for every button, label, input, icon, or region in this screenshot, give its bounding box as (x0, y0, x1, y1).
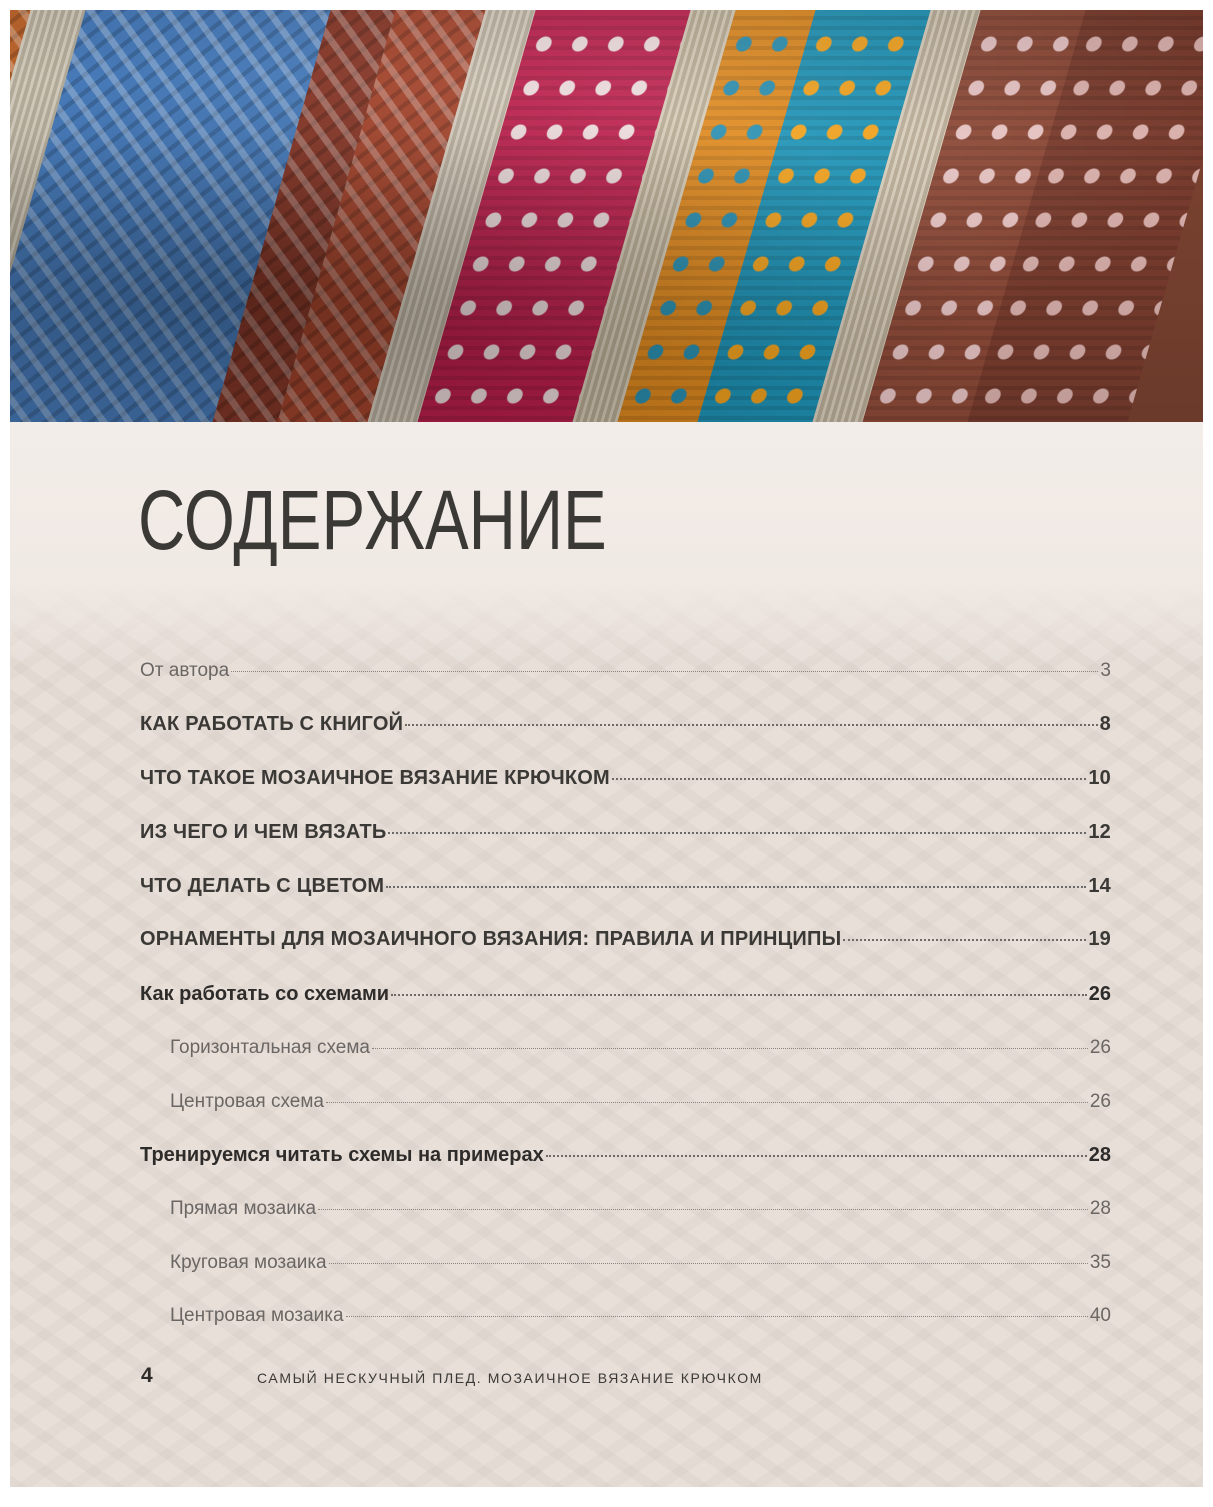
toc-dot-leader (612, 778, 1086, 780)
toc-page-number: 8 (1099, 713, 1111, 735)
page-title: СОДЕРЖАНИЕ (138, 473, 607, 567)
toc-page-number: 26 (1089, 1037, 1111, 1058)
toc-page-number: 26 (1088, 983, 1111, 1005)
toc-page-number: 28 (1088, 1144, 1111, 1166)
toc-entry[interactable] (170, 1091, 1111, 1113)
toc-entry-title: ОРНАМЕНТЫ ДЛЯ МОЗАИЧНОГО ВЯЗАНИЯ: ПРАВИЛА И ПРИНЦИПЫ (140, 928, 842, 950)
toc-entry-title: От автора (140, 660, 230, 681)
toc-entry[interactable] (170, 1198, 1111, 1220)
toc-entry-title: Круговая мозаика (170, 1252, 327, 1273)
toc-page-number: 28 (1089, 1198, 1111, 1219)
toc-dot-leader (546, 1155, 1087, 1157)
toc-page-number: 3 (1100, 660, 1111, 681)
toc-entry-title: КАК РАБОТАТЬ С КНИГОЙ (140, 713, 404, 735)
toc-dot-leader (346, 1316, 1088, 1317)
toc-dot-leader (386, 886, 1086, 888)
toc-entry-title: Прямая мозаика (170, 1198, 317, 1219)
toc-dot-leader (843, 939, 1086, 941)
toc-page-number: 12 (1088, 821, 1111, 843)
table-of-contents (10, 10, 1203, 1487)
toc-entry-title: Тренируемся читать схемы на примерах (140, 1144, 544, 1166)
toc-dot-leader (405, 724, 1098, 726)
toc-page-number: 40 (1089, 1305, 1111, 1326)
toc-page-number: 26 (1089, 1091, 1111, 1112)
toc-entry-title: Центровая схема (170, 1091, 324, 1112)
toc-entry[interactable] (140, 875, 1111, 898)
footer-book-title: САМЫЙ НЕСКУЧНЫЙ ПЛЕД. МОЗАИЧНОЕ ВЯЗАНИЕ КРЮЧКОМ (257, 1370, 763, 1386)
book-page (10, 10, 1203, 1487)
toc-entry[interactable] (140, 928, 1111, 951)
toc-page-number: 14 (1088, 875, 1111, 897)
footer-page-number: 4 (141, 1364, 153, 1387)
toc-entry[interactable] (170, 1305, 1111, 1327)
toc-entry[interactable] (140, 1144, 1111, 1167)
toc-entry[interactable] (140, 821, 1111, 844)
toc-entry[interactable] (140, 660, 1111, 682)
toc-dot-leader (388, 832, 1086, 834)
toc-entry-title: ЧТО ТАКОЕ МОЗАИЧНОЕ ВЯЗАНИЕ КРЮЧКОМ (140, 767, 610, 789)
toc-entry[interactable] (170, 1252, 1111, 1274)
toc-entry[interactable] (140, 983, 1111, 1006)
toc-entry[interactable] (140, 767, 1111, 790)
toc-entry[interactable] (140, 713, 1111, 736)
toc-dot-leader (326, 1102, 1088, 1103)
toc-page-number: 35 (1089, 1252, 1111, 1273)
toc-dot-leader (391, 994, 1087, 996)
toc-entry-title: ИЗ ЧЕГО И ЧЕМ ВЯЗАТЬ (140, 821, 387, 843)
toc-entry-title: ЧТО ДЕЛАТЬ С ЦВЕТОМ (140, 875, 385, 897)
toc-dot-leader (329, 1263, 1088, 1264)
toc-dot-leader (318, 1209, 1088, 1210)
toc-entry-title: Центровая мозаика (170, 1305, 344, 1326)
toc-page-number: 10 (1088, 767, 1111, 789)
toc-page-number: 19 (1088, 928, 1111, 950)
toc-entry-title: Горизонтальная схема (170, 1037, 370, 1058)
toc-entry[interactable] (170, 1037, 1111, 1059)
toc-dot-leader (231, 671, 1098, 672)
toc-entry-title: Как работать со схемами (140, 983, 390, 1005)
toc-dot-leader (372, 1048, 1088, 1049)
